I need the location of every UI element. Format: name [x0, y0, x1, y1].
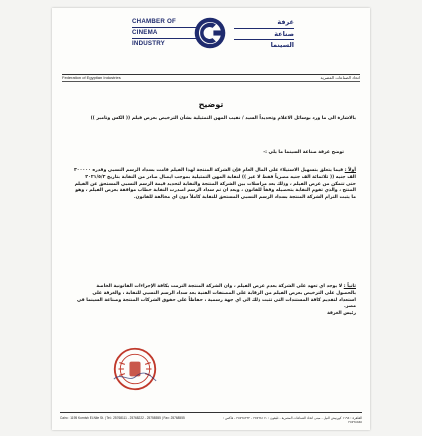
footer-address-en: Cairo : 1195 Kornish El-Nile St. | Tel.: 25768111 - 25768222 - 25758555 | Fax: 25768555	[60, 416, 185, 420]
chamber-logo-icon	[193, 16, 227, 50]
official-stamp-icon	[112, 346, 158, 392]
footer-address-ar: القاهرة : ١١٩٥ كورنيش النيل - مبنى اتحاد الصناعات المصرية - تليفون : ٢٥٧٦٨١١١ - ٢٥٧٦٨٢٢٢ - فاكس : ٢٥٧٦٨٥٥٥	[222, 416, 362, 425]
signature-title: رئيس الغرفة	[327, 311, 356, 317]
paragraph-second-text: لا يوجد اي تعهد على الشركة بعدم عرض الفيلم ، وان الشركة المنتجة التزمت بكافة الإجراءات القانونية الخاصة بالحصول على الترخيص بعرض الفيلم من الرقابة على المصنفات الفنية بعد سداد الرسم النسبي للنقابة ، والغرفة على استعداد لتقديم كافة المستندات التي تثبت ذلك الى اي جهة رسمية ، حفاظاً على حقوق الشركات المنتجة وصناعة السينما في مصر.	[76, 284, 356, 310]
paragraph-first	[74, 168, 356, 202]
paragraph-second-label: ثانياً :	[343, 284, 356, 289]
letter-page	[52, 8, 370, 430]
document-title: توضيح	[198, 100, 224, 109]
paragraph-first-label: أولاً :	[344, 168, 356, 173]
paragraph-first-text: فيما يتعلق بتسهيل الاستيلاء على المال العام فإن الشركة المنتجة لهذا الفيلم قامت بسداد الرسم النسبي وقدره ٣٠٠٠٠٠ الف جنيه (( ثلاثمائة الف جنيه مصرياً فقط لا غير )) لنقابة المهن التمثيلية بموجب ايصال صادر من النقابة بتاريخ ٢٠٢١/٥/٢ حتى تتمكن من عرض الفيلم ، وذلك بعد مراسلات بين الشركة المنتجة والنقابة لتحديد قيمة الرسم النسبي المستحق عن الفيلم المنتج ، والذي تقوم النقابة بتحصيله وفقاً للقانون ، وبعد ان تم سداد الرسم اصدرت النقابة خطاب موافقة بعرض الفيلم ، وهو ما يثبت التزام الشركة المنتجة بسداد الرسم النسبي المستحق للنقابة كاملاً دون اي مخالفة للقانون.	[74, 168, 356, 201]
paragraph-second	[76, 284, 356, 318]
greeting-line: توضح غرفة صناعة السينما ما يلي :-	[263, 150, 344, 155]
chamber-ar-line-2: صناعة	[274, 29, 294, 38]
chamber-en-line-1: CHAMBER OF	[132, 18, 176, 25]
intro-paragraph: بالاشارة الى ما ورد بوسائل الاعلام وتحديداً السيد / نقيب المهن التمثيلية بشأن الترخيص بعرض فيلم (( الكس وتامبر ))	[90, 116, 356, 121]
chamber-ar-line-3: السينما	[270, 41, 294, 49]
chamber-en-line-3: INDUSTRY	[132, 40, 165, 47]
chamber-name-ar	[234, 18, 294, 50]
footer	[60, 412, 362, 425]
chamber-ar-line-1: غرفة	[277, 18, 294, 26]
federation-bar	[62, 74, 360, 82]
chamber-en-line-2: CINEMA	[132, 29, 158, 36]
federation-en: Federation of Egyptian Industries	[62, 74, 121, 80]
federation-ar: اتحاد الصناعات المصرية	[320, 74, 360, 80]
